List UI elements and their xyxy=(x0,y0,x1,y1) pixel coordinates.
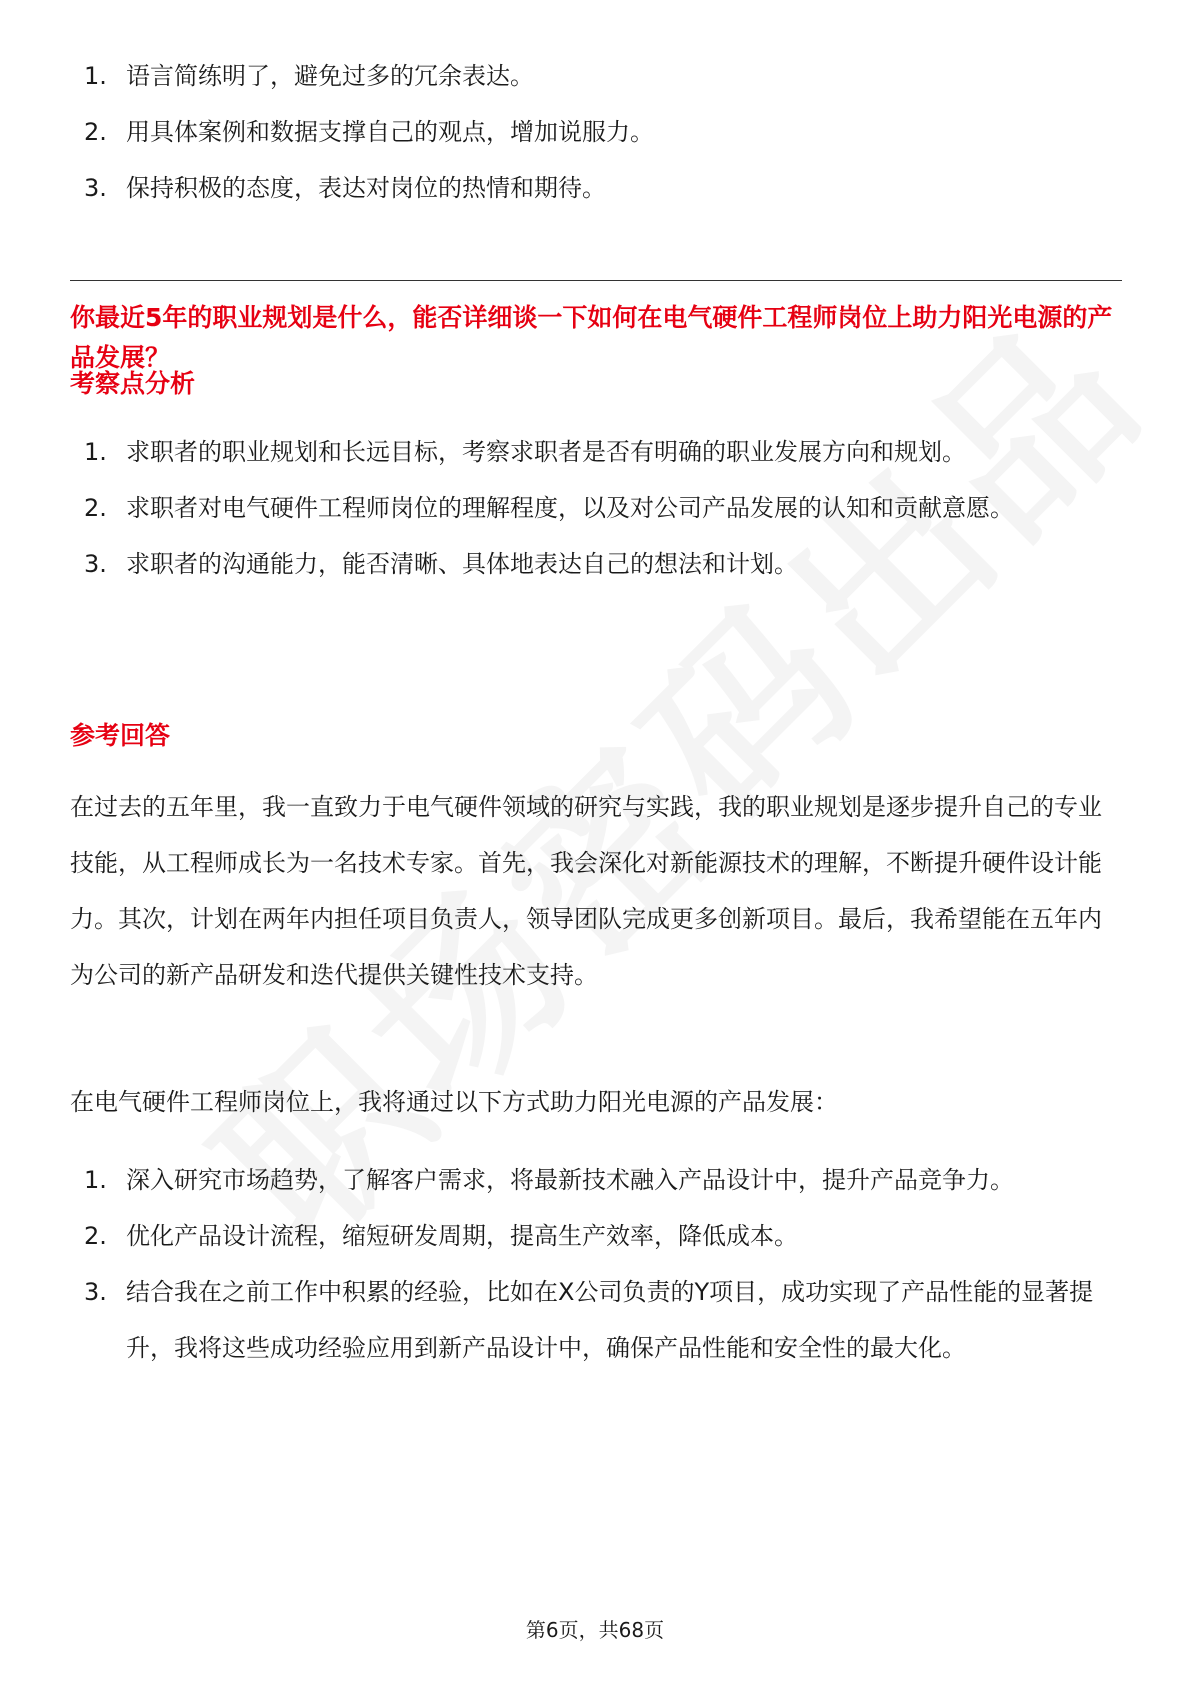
list-number: 3. xyxy=(84,550,107,578)
list-number: 2. xyxy=(84,494,107,522)
list-item-text: 语言简练明了，避免过多的冗余表达。 xyxy=(126,62,534,90)
list-item-text: 保持积极的态度，表达对岗位的热情和期待。 xyxy=(126,174,606,202)
list-item xyxy=(84,104,1124,160)
answer-list xyxy=(84,1152,1124,1376)
list-item-text: 优化产品设计流程，缩短研发周期，提高生产效率，降低成本。 xyxy=(126,1222,798,1250)
section-divider xyxy=(70,280,1122,281)
list-number: 1. xyxy=(84,438,107,466)
analysis-heading: 考察点分析 xyxy=(70,369,196,398)
watermark xyxy=(140,240,1190,1301)
list-item xyxy=(84,1264,1124,1376)
list-number: 3. xyxy=(84,1278,107,1306)
list-item xyxy=(84,1208,1124,1264)
list-item-text: 深入研究市场趋势，了解客户需求，将最新技术融入产品设计中，提升产品竞争力。 xyxy=(126,1166,1014,1194)
answer-heading: 参考回答 xyxy=(70,721,171,750)
analysis-list xyxy=(84,424,1124,592)
list-item-text: 求职者的沟通能力，能否清晰、具体地表达自己的想法和计划。 xyxy=(126,550,798,578)
question-title: 你最近5年的职业规划是什么，能否详细谈一下如何在电气硬件工程师岗位上助力阳光电源的产品发展？ xyxy=(70,303,1113,372)
list-number: 2. xyxy=(84,118,107,146)
list-item-text: 求职者对电气硬件工程师岗位的理解程度，以及对公司产品发展的认知和贡献意愿。 xyxy=(126,494,1014,522)
list-item xyxy=(84,536,1124,592)
list-number: 3. xyxy=(84,174,107,202)
list-item xyxy=(84,424,1124,480)
list-number: 1. xyxy=(84,1166,107,1194)
list-number: 1. xyxy=(84,62,107,90)
list-item xyxy=(84,160,1124,216)
page-footer: 第6页，共68页 xyxy=(525,1618,665,1642)
list-number: 2. xyxy=(84,1222,107,1250)
tips-list xyxy=(84,48,1124,216)
list-item xyxy=(84,1152,1124,1208)
list-item-text: 结合我在之前工作中积累的经验，比如在X公司负责的Y项目，成功实现了产品性能的显著提升，我将这些成功经验应用到新产品设计中，确保产品性能和安全性的最大化。 xyxy=(126,1278,1094,1362)
list-item xyxy=(84,480,1124,536)
list-item-text: 用具体案例和数据支撑自己的观点，增加说服力。 xyxy=(126,118,654,146)
answer-paragraph: 在过去的五年里，我一直致力于电气硬件领域的研究与实践，我的职业规划是逐步提升自己的专业技能，从工程师成长为一名技术专家。首先，我会深化对新能源技术的理解，不断提升硬件设计能力。其次，计划在两年内担任项目负责人，领导团队完成更多创新项目。最后，我希望能在五年内为公司的新产品研发和迭代提供关键性技术支持。 xyxy=(70,793,1102,989)
list-item-text: 求职者的职业规划和长远目标，考察求职者是否有明确的职业发展方向和规划。 xyxy=(126,438,966,466)
answer-paragraph: 在电气硬件工程师岗位上，我将通过以下方式助力阳光电源的产品发展： xyxy=(70,1088,838,1116)
list-item xyxy=(84,48,1124,104)
